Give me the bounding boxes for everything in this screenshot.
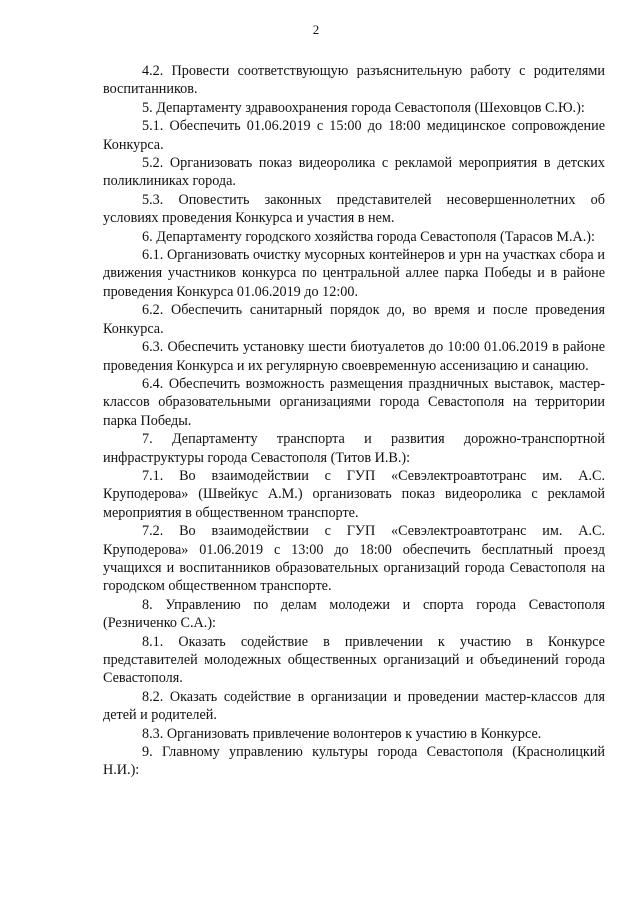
paragraph-6-3: 6.3. Обеспечить установку шести биотуалетов до 10:00 01.06.2019 в районе проведения Конкурса и их регулярную своевременную ассенизацию и санацию. bbox=[103, 339, 605, 374]
paragraph-7: 7. Департаменту транспорта и развития дорожно-транспортной инфраструктуры города Севастополя (Титов И.В.): bbox=[103, 431, 605, 466]
document-body bbox=[103, 62, 605, 780]
paragraph-6-4: 6.4. Обеспечить возможность размещения праздничных выставок, мастер-классов образовательными организациями города Севастополя на территории парка Победы. bbox=[103, 375, 605, 429]
paragraph-4-2: 4.2. Провести соответствующую разъяснительную работу с родителями воспитанников. bbox=[103, 63, 605, 98]
paragraph-8-2: 8.2. Оказать содействие в организации и проведении мастер-классов для детей и родителей. bbox=[103, 688, 605, 724]
paragraph-5-2: 5.2. Организовать показ видеоролика с рекламой мероприятия в детских поликлиниках города. bbox=[103, 155, 605, 190]
paragraph-8-1: 8.1. Оказать содействие в привлечении к участию в Конкурсе представителей молодежных общественных организаций и объединений города Севастополя. bbox=[103, 633, 605, 687]
paragraph-7-1: 7.1. Во взаимодействии с ГУП «Севэлектроавтотранс им. А.С. Круподерова» (Швейкус А.М.) организовать показ видеоролика с рекламой мероприятия в общественном транспорте. bbox=[103, 467, 605, 521]
paragraph-8-3: 8.3. Организовать привлечение волонтеров к участию в Конкурсе. bbox=[142, 725, 542, 742]
paragraph-5: 5. Департаменту здравоохранения города Севастополя (Шеховцов С.Ю.): bbox=[142, 99, 585, 116]
paragraph-6-2: 6.2. Обеспечить санитарный порядок до, во время и после проведения Конкурса. bbox=[103, 302, 605, 337]
paragraph-6: 6. Департаменту городского хозяйства города Севастополя (Тарасов М.А.): bbox=[142, 228, 595, 245]
paragraph-5-1: 5.1. Обеспечить 01.06.2019 с 15:00 до 18:00 медицинское сопровождение Конкурса. bbox=[103, 118, 605, 153]
page-number: 2 bbox=[312, 22, 320, 37]
paragraph-6-1: 6.1. Организовать очистку мусорных контейнеров и урн на участках сбора и движения участников конкурса по центральной аллее парка Победы и в районе проведения Конкурса 01.06.2019 до 12:00. bbox=[103, 247, 605, 300]
paragraph-7-2: 7.2. Во взаимодействии с ГУП «Севэлектроавтотранс им. А.С. Круподерова» 01.06.2019 с 13:00 до 18:00 обеспечить бесплатный проезд учащихся и воспитанников образовательных организаций города Севастополя на городском общественном транспорте. bbox=[103, 523, 605, 595]
paragraph-8: 8. Управлению по делам молодежи и спорта города Севастополя (Резниченко С.А.): bbox=[103, 596, 605, 632]
paragraph-5-3: 5.3. Оповестить законных представителей несовершеннолетних об условиях проведения Конкурса и участия в нем. bbox=[103, 191, 605, 227]
paragraph-9: 9. Главному управлению культуры города Севастополя (Краснолицкий Н.И.): bbox=[103, 744, 605, 779]
